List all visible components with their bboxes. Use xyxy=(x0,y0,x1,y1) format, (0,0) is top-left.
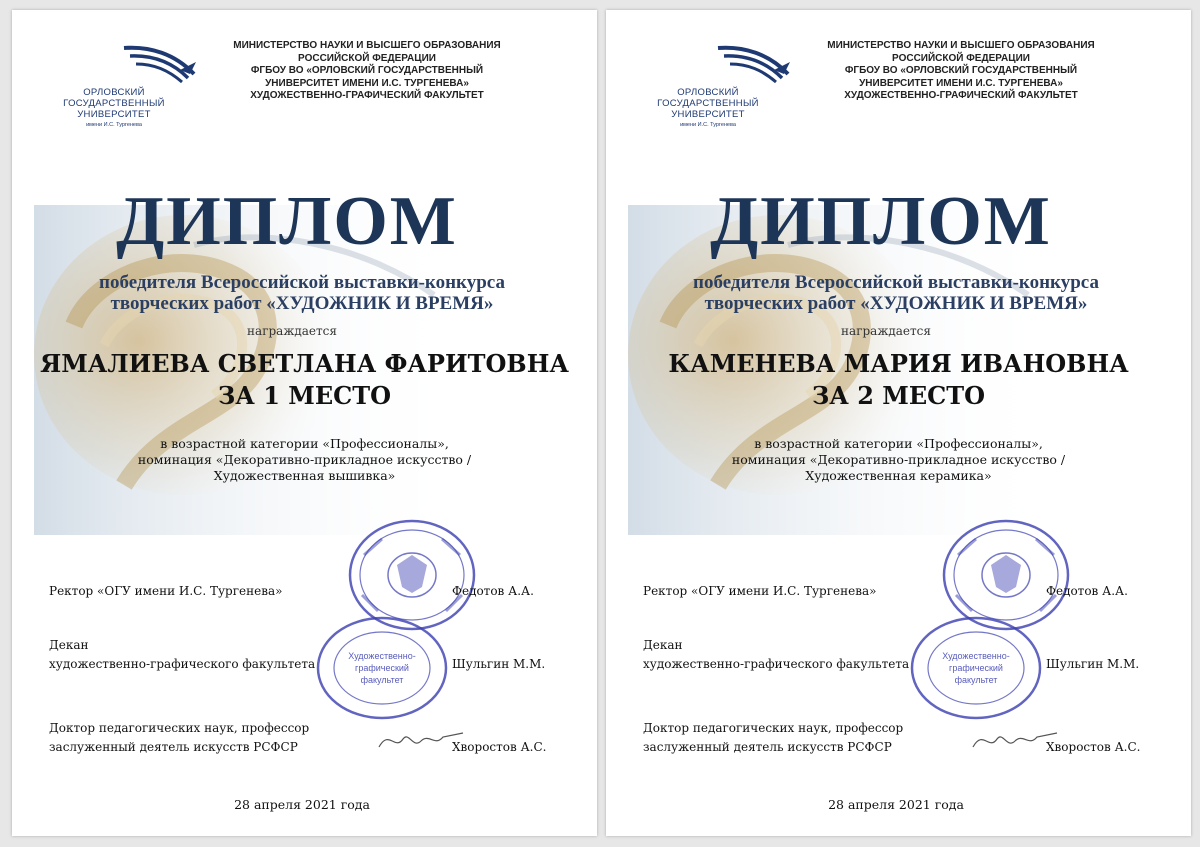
svg-text:графический: графический xyxy=(949,663,1003,673)
university-subname: имени И.С. Тургенева xyxy=(86,122,142,128)
winner-name: КАМЕНЕВА МАРИЯ ИВАНОВНА xyxy=(668,349,1129,378)
svg-text:Художественно-: Художественно- xyxy=(348,651,416,661)
university-subname: имени И.С. Тургенева xyxy=(680,122,736,128)
place-label: ЗА 1 МЕСТО xyxy=(218,381,391,410)
professor-role: Доктор педагогических наук, профессор заслуженный деятель искусств РСФСР xyxy=(49,721,310,754)
ministry-header: МИНИСТЕРСТВО НАУКИ И ВЫСШЕГО ОБРАЗОВАНИЯ РОССИЙСКОЙ ФЕДЕРАЦИИ ФГБОУ ВО «ОРЛОВСКИЙ ГОСУДАРСТВЕННЫЙ УНИВЕРСИТЕТ ИМЕНИ И.С. ТУРГЕНЕВА» ХУДОЖЕСТВЕННО-ГРАФИЧЕСКИЙ ФАКУЛЬТЕТ xyxy=(827,40,1095,101)
ministry-header: МИНИСТЕРСТВО НАУКИ И ВЫСШЕГО ОБРАЗОВАНИЯ РОССИЙСКОЙ ФЕДЕРАЦИИ ФГБОУ ВО «ОРЛОВСКИЙ ГОСУДАРСТВЕННЫЙ УНИВЕРСИТЕТ ИМЕНИ И.С. ТУРГЕНЕВА» ХУДОЖЕСТВЕННО-ГРАФИЧЕСКИЙ ФАКУЛЬТЕТ xyxy=(233,40,501,101)
category-text: в возрастной категории «Профессионалы», номинация «Декоративно-прикладное искусство / Художественная керамика» xyxy=(731,436,1066,483)
diploma-subtitle: победителя Всероссийской выставки-конкурса творческих работ «ХУДОЖНИК И ВРЕМЯ» xyxy=(99,272,505,314)
university-logo xyxy=(644,40,819,140)
faculty-stamp-icon xyxy=(906,613,1046,723)
university-name: ОРЛОВСКИЙ ГОСУДАРСТВЕННЫЙ УНИВЕРСИТЕТ xyxy=(657,87,759,120)
university-logo xyxy=(50,40,225,140)
diploma-title: ДИПЛОМ xyxy=(710,183,1052,260)
rector-role: Ректор «ОГУ имени И.С. Тургенева» xyxy=(49,584,283,598)
dean-name: Шульгин М.М. xyxy=(452,657,546,671)
svg-text:Художественно-: Художественно- xyxy=(942,651,1010,661)
dean-role: Декан художественно-графического факультета xyxy=(49,638,316,671)
awarded-label: награждается xyxy=(247,324,337,338)
dean-name: Шульгин М.М. xyxy=(1046,657,1140,671)
eagle-wing-logo-icon xyxy=(120,40,200,88)
rector-name: Федотов А.А. xyxy=(452,584,534,598)
svg-text:факультет: факультет xyxy=(954,675,998,685)
faculty-stamp-icon xyxy=(312,613,452,723)
eagle-wing-logo-icon xyxy=(714,40,794,88)
winner-name: ЯМАЛИЕВА СВЕТЛАНА ФАРИТОВНА xyxy=(40,349,569,378)
svg-text:графический: графический xyxy=(355,663,409,673)
diploma-right xyxy=(606,10,1191,836)
diploma-subtitle: победителя Всероссийской выставки-конкурса творческих работ «ХУДОЖНИК И ВРЕМЯ» xyxy=(693,272,1099,314)
dean-role: Декан художественно-графического факультета xyxy=(643,638,910,671)
rector-role: Ректор «ОГУ имени И.С. Тургенева» xyxy=(643,584,877,598)
diploma-left xyxy=(12,10,597,836)
svg-text:факультет: факультет xyxy=(360,675,404,685)
awarded-label: награждается xyxy=(841,324,931,338)
professor-role: Доктор педагогических наук, профессор заслуженный деятель искусств РСФСР xyxy=(643,721,904,754)
professor-name: Хворостов А.С. xyxy=(452,740,547,754)
rector-name: Федотов А.А. xyxy=(1046,584,1128,598)
professor-name: Хворостов А.С. xyxy=(1046,740,1141,754)
diploma-date: 28 апреля 2021 года xyxy=(234,797,370,812)
university-name: ОРЛОВСКИЙ ГОСУДАРСТВЕННЫЙ УНИВЕРСИТЕТ xyxy=(63,87,165,120)
place-label: ЗА 2 МЕСТО xyxy=(812,381,985,410)
diploma-date: 28 апреля 2021 года xyxy=(828,797,964,812)
diploma-title: ДИПЛОМ xyxy=(116,183,458,260)
category-text: в возрастной категории «Профессионалы», номинация «Декоративно-прикладное искусство / Художественная вышивка» xyxy=(137,436,472,483)
